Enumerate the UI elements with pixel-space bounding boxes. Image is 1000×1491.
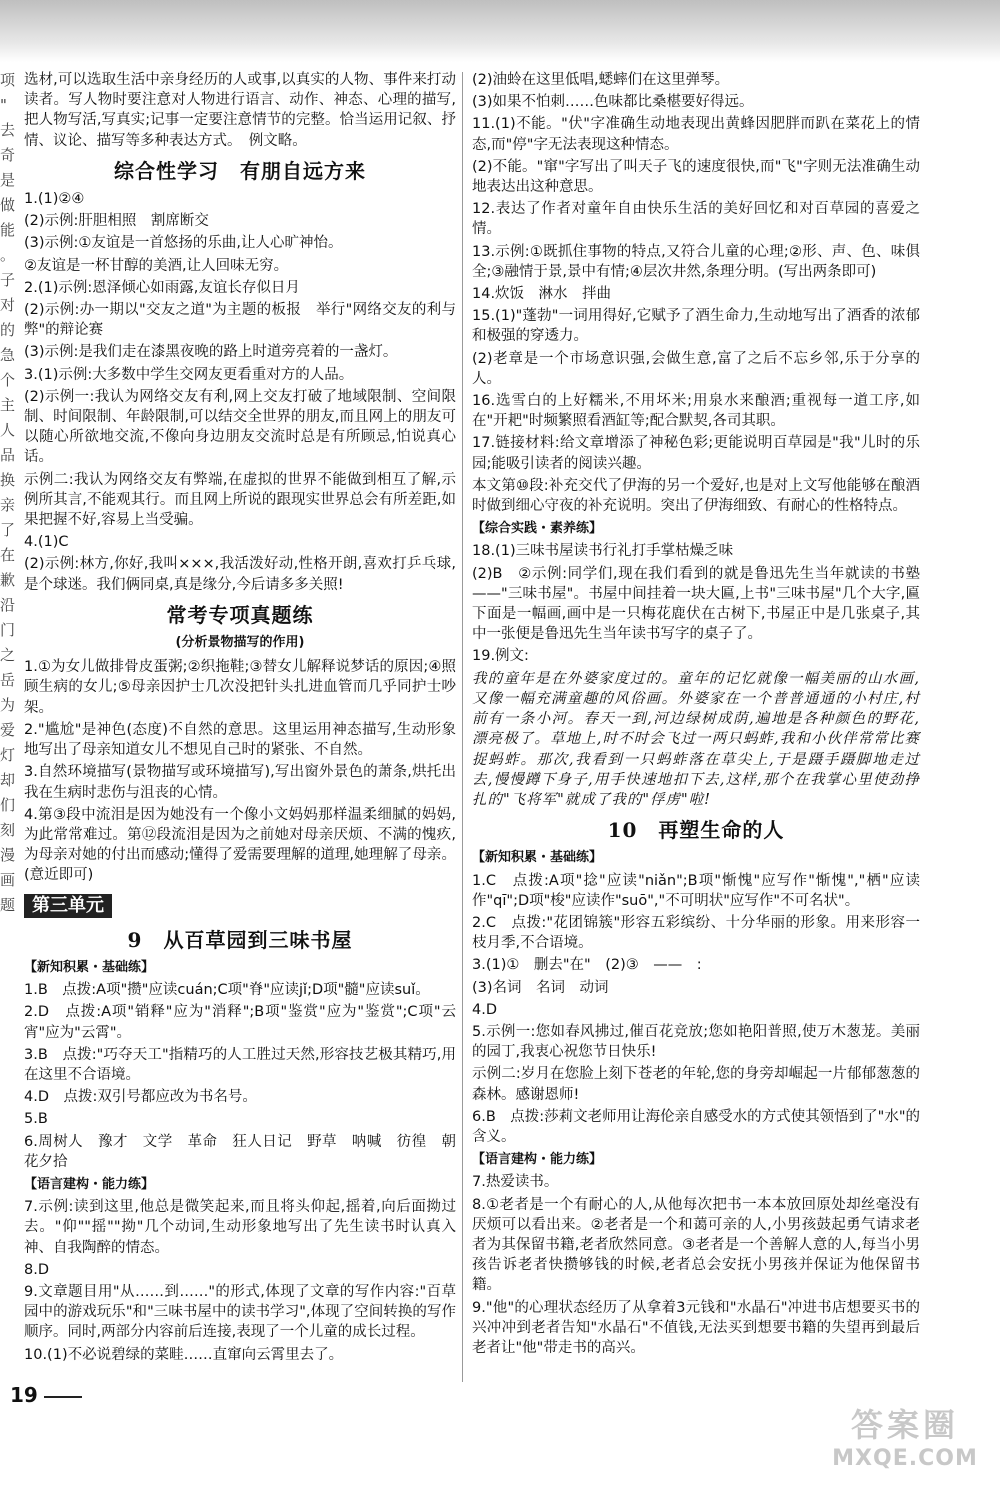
gutter-char: 能	[0, 221, 16, 239]
cut-off-left-gutter	[0, 70, 22, 1390]
answer-line: 5.示例一:您如春风拂过,催百花竞放;您如艳阳普照,使万木葱茏。美丽的园丁,我衷心祝您节日快乐!	[472, 1023, 920, 1061]
gutter-char: 们	[0, 796, 16, 814]
answer-line: 12.表达了作者对童年自由快乐生活的美好回忆和对百草园的喜爱之情。	[472, 201, 920, 238]
gutter-char: 在	[0, 546, 16, 564]
answer-line: 1.①为女儿做排骨皮蛋粥;②织拖鞋;③替女儿解释说梦话的原因;④照顾生病的女儿;⑤母亲因护士几次没把针头扎进血管而几乎同护士吵架。	[24, 659, 456, 716]
answer-line: (2)油蛉在这里低唱,蟋蟀们在这里弹琴。	[472, 72, 730, 88]
gutter-char: 爱	[0, 721, 16, 739]
answer-line: 2."尴尬"是神色(态度)不自然的意思。这里运用神态描写,生动形象地写出了母亲知道女儿不想见自己时的紧张、不自然。	[24, 721, 456, 759]
answer-line: 1.C 点拨:A项"捻"应读"niǎn";B项"惭愧"应写作"惭愧","栖"应读作"qī";D项"梭"应读作"suō","不可明状"应写作"不可名状"。	[472, 872, 920, 909]
gutter-char: 沿	[0, 596, 16, 614]
answer-line: 4.(1)C	[24, 534, 69, 551]
tag-basic-practice: 【新知积累・基础练】	[24, 959, 155, 975]
page-number-dash	[44, 1396, 82, 1398]
answer-line: (2)老章是一个市场意识强,会做生意,富了之后不忘乡邻,乐于分享的人。	[472, 350, 920, 387]
answer-line: 3.B 点拨:"巧夺天工"指精巧的人工胜过天然,形容技艺极其精巧,用在这里不合语境。	[24, 1046, 456, 1083]
answer-line: 2.D 点拨:A项"销释"应为"消释";B项"鉴赏"应为"鉴赏";C项"云宵"应为"云霄"。	[24, 1004, 456, 1041]
answer-line: 1.(1)②④	[24, 191, 85, 208]
answer-line: 2.C 点拨:"花团锦簇"形容五彩缤纷、十分华丽的形象。用来形容一枝月季,不合语境。	[472, 914, 920, 952]
section-title-special-practice: 常考专项真题练	[166, 602, 314, 627]
gutter-char: 奇	[0, 146, 16, 164]
answer-line: 7.示例:读到这里,他总是微笑起来,而且将头仰起,摇着,向后面拗过去。"仰""摇""拗"几个动词,生动形象地写出了先生读书时认真入神、自我陶醉的情态。	[24, 1199, 456, 1256]
answer-list-practice	[472, 541, 920, 666]
answer-line: (3)名词 名词 动词	[472, 979, 609, 996]
answer-line: (3)如果不怕刺……色味都比桑椹要好得远。	[472, 94, 754, 111]
answer-line: 6.周树人 豫才 文学 革命 狂人日记 野草 呐喊 彷徨 朝花夕拾	[24, 1133, 456, 1170]
answer-line: ②友谊是一杯甘醇的美酒,让人回味无穷。	[24, 257, 289, 274]
answer-line: 11.(1)不能。"伏"字准确生动地表现出黄蜂因肥胖而趴在菜花上的情态,而"停"字无法表现这种情态。	[472, 116, 920, 153]
answer-line: 10.(1)不必说碧绿的菜畦……直窜向云霄里去了。	[24, 1346, 344, 1363]
gutter-char: 做	[0, 196, 16, 214]
watermark-logo	[820, 1405, 990, 1485]
gutter-char: 门	[0, 621, 16, 639]
answer-line: 3.(1)① 删去"在" (2)③ —— :	[472, 957, 702, 974]
tag-ability-practice: 【语言建构・能力练】	[24, 1176, 155, 1192]
answer-line: 8.①老者是一个有耐心的人,从他每次把书一本本放回原处却丝毫没有厌烦可以看出来。②老者是一个和蔼可亲的人,小男孩鼓起勇气请求老者为其保留书籍,老者欣然同意。③老者是一个善解人意的人,每当小男孩告诉老者快攒够钱的时候,老者总会安抚小男孩并保证为他保留书籍。	[472, 1196, 920, 1294]
watermark-title: 答案圈	[850, 1406, 959, 1444]
answer-line: 1.B 点拨:A项"攒"应读cuán;C项"脊"应读jǐ;D项"髓"应读suǐ。	[24, 982, 430, 999]
answer-line: 本文第⑩段:补充交代了伊海的另一个爱好,也是对上文写他能够在酿酒时做到细心守夜的补充说明。突出了伊海细致、有耐心的性格特点。	[472, 477, 920, 515]
gutter-char: 为	[0, 696, 16, 714]
watermark-url: MXQE.COM	[832, 1446, 978, 1471]
answer-line: 8.D	[24, 1261, 49, 1278]
answer-line: (3)示例:①友谊是一首悠扬的乐曲,让人心旷神怡。	[24, 235, 343, 252]
answer-line: 4.D 点拨:双引号都应改为书名号。	[24, 1089, 257, 1106]
answer-line: 9.文章题目用"从……到……"的形式,体现了文章的写作内容:"百草园中的游戏玩乐"和"三味书屋中的读书学习",体现了空间转换的写作顺序。同时,两部分内容前后连接,表现了一个儿童的成长过程。	[24, 1283, 456, 1341]
gutter-char: 画	[0, 871, 16, 889]
gutter-char: 的	[0, 321, 16, 339]
answer-line: (3)示例:是我们走在漆黑夜晚的路上时道旁亮着的一盏灯。	[24, 344, 398, 361]
unit-label: 第三单元	[24, 894, 112, 918]
answer-line: 14.炊饭 淋水 拌曲	[472, 286, 612, 303]
gutter-char: 去	[0, 121, 16, 139]
gutter-char: 歉	[0, 571, 16, 589]
page-number: 19	[10, 1383, 38, 1407]
gutter-char: 却	[0, 771, 16, 789]
section-title-comprehensive-learning: 综合性学习 有朋自远方来	[114, 158, 366, 183]
answer-line: 16.选雪白的上好糯米,不用坏米;用泉水来酿酒;重视每一道工序,如在"开耙"时频繁照看酒缸等;配合默契,各司其职。	[472, 393, 920, 430]
answer-line: 示例二:岁月在您脸上刻下苍老的年轮,您的身旁却崛起一片郁郁葱葱的森林。感谢恩师!	[472, 1066, 920, 1103]
answer-line: 15.(1)"蓬勃"一词用得好,它赋予了酒生命力,生动地写出了酒香的浓郁和极强的穿透力。	[472, 308, 920, 345]
answer-line: (2)示例一:我认为网络交友有利,网上交友打破了地域限制、空间限制、时间限制、年龄限制,可以结交全世界的朋友,而且网上的朋友可以随心所欲地交流,不像向身边朋友交流时总是有所顾忌,怕说真心话。	[24, 388, 456, 466]
gutter-char: 题	[0, 896, 16, 914]
tag-comprehensive-practice: 【综合实践・素养练】	[472, 521, 603, 537]
answer-line: 4.D	[472, 1001, 497, 1018]
answer-line: 5.B	[24, 1111, 48, 1128]
left-column	[24, 70, 456, 1367]
gutter-char: 人	[0, 421, 16, 439]
gutter-char: 岳	[0, 671, 16, 689]
gutter-char: 了	[0, 521, 16, 539]
answer-line: 18.(1)三味书屋读书行礼打手掌枯燥乏味	[472, 543, 734, 560]
gutter-char: 主	[0, 396, 16, 414]
intro-paragraph: 选材,可以选取生活中亲身经历的人或事,以真实的人物、事件来打动读者。写人物时要注意对人物进行语言、动作、神态、心理的描写,把人物写活,写真实;记事一定要注意情节的完整。恰当运用记叙、抒情、议论、描写等多种表达方式。 例文略。	[24, 72, 456, 149]
answer-line: 2.(1)示例:恩泽倾心如雨露,友谊长存似日月	[24, 279, 300, 296]
column-divider	[462, 72, 463, 1382]
answer-list-comprehensive	[24, 189, 456, 595]
gutter-char: "	[0, 96, 7, 114]
lesson-title-9: 9 从百草园到三味书屋	[127, 927, 353, 952]
gutter-char: 子	[0, 271, 16, 289]
answer-line: (2)示例:办一期以"交友之道"为主题的板报 举行"网络交友的利与弊"的辩论赛	[24, 302, 456, 339]
answer-list-lesson9-continued	[472, 70, 920, 516]
answer-list-lesson9-basic	[24, 980, 456, 1172]
answer-line: (2)不能。"窜"字写出了叫天子飞的速度很快,而"飞"字则无法准确生动地表达出这种意思。	[472, 158, 920, 196]
gutter-char: 个	[0, 371, 16, 389]
answer-line: 4.第③段中流泪是因为她没有一个像小文妈妈那样温柔细腻的妈妈,为此常常难过。第⑫段流泪是因为之前她对母亲厌烦、不满的愧疚,为母亲对她的付出而感动;懂得了爱需要理解的道理,她理解了母亲。(意近即可)	[24, 806, 456, 884]
gutter-char: 对	[0, 296, 16, 314]
right-column	[472, 70, 920, 1360]
answer-line: 3.(1)示例:大多数中学生交网友更看重对方的人品。	[24, 366, 354, 383]
tag-basic-practice-10: 【新知积累・基础练】	[472, 850, 603, 866]
gutter-char: 灯	[0, 746, 16, 764]
answer-line: (2)示例:肝胆相照 割席断交	[24, 213, 209, 230]
answer-list-lesson10-ability	[472, 1172, 920, 1358]
gutter-char: 是	[0, 171, 16, 189]
answer-line: 3.自然环境描写(景物描写或环境描写),写出窗外景色的萧条,烘托出我在生病时悲伤与沮丧的心情。	[24, 764, 456, 801]
gutter-char: 急	[0, 346, 16, 364]
scan-top-band	[0, 0, 1000, 62]
answer-list-lesson10-basic	[472, 871, 920, 1148]
gutter-char: 亲	[0, 496, 16, 514]
section-subtitle-scenery: (分析景物描写的作用)	[175, 635, 305, 651]
answer-line: (2)示例:林方,你好,我叫×××,我活泼好动,性格开朗,喜欢打乒乓球,是个球迷。我们俩同桌,真是缘分,今后请多多关照!	[24, 556, 456, 593]
lesson-title-10: 10 再塑生命的人	[607, 818, 785, 843]
tag-ability-practice-10: 【语言建构・能力练】	[472, 1152, 603, 1168]
answer-line: 17.链接材料:给文章增添了神秘色彩;更能说明百草园是"我"儿时的乐园;能吸引读者的阅读兴趣。	[472, 435, 920, 472]
answer-line: (2)B ②示例:同学们,现在我们看到的就是鲁迅先生当年就读的书塾——"三味书屋"。书屋中间挂着一块大匾,上书"三味书屋"几个大字,匾下面是一幅画,画中是一只梅花鹿伏在古树下,书屋正中是几张桌子,其中一张便是鲁迅先生当年读书写字的桌子了。	[472, 565, 920, 643]
gutter-char: 项	[0, 71, 16, 89]
gutter-char: 漫	[0, 846, 16, 864]
answer-line: 9."他"的心理状态经历了从拿着3元钱和"水晶石"冲进书店想要买书的兴冲冲到老者告知"水晶石"不值钱,无法买到想要书籍的失望再到最后老者让"他"带走书的高兴。	[472, 1299, 920, 1356]
gutter-char: 换	[0, 471, 16, 489]
answer-line: 13.示例:①既抓住事物的特点,又符合儿童的心理;②形、声、色、味俱全;③融情于景,景中有情;④层次井然,条理分明。(写出两条即可)	[472, 243, 920, 280]
gutter-char: 之	[0, 646, 16, 664]
answer-line: 6.B 点拨:莎莉文老师用让海伦亲自感受水的方式使其领悟到了"水"的含义。	[472, 1108, 921, 1145]
answer-line: 7.热爱读书。	[472, 1174, 559, 1191]
gutter-char: 。	[0, 246, 16, 264]
gutter-char: 品	[0, 446, 16, 464]
answer-line: 19.例文:	[472, 648, 529, 665]
answer-line: 示例二:我认为网络交友有弊端,在虚拟的世界不能做到相互了解,示例所其言,不能观其行。而且网上所说的跟现实世界总会有所差距,如果把握不好,容易上当受骗。	[24, 471, 456, 529]
handwritten-essay: 我的童年是在外婆家度过的。童年的记忆就像一幅美丽的山水画,又像一幅充满童趣的风俗画。外婆家在一个普普通通的小村庄,村前有一条小河。春天一到,河边绿树成荫,遍地是各种颜色的野花,漂亮极了。草地上,时不时会飞过一两只蚂蚱,我和小伙伴常常比赛捉蚂蚱。那次,我看到一只蚂蚱落在草尖上,于是蹑手蹑脚地走过去,慢慢蹲下身子,用手快速地扣下去,这样,那个在我掌心里使劲挣扎的"飞将军"就成了我的"俘虏"啦!	[472, 670, 920, 808]
answer-list-lesson9-ability	[24, 1197, 456, 1365]
gutter-char: 刻	[0, 821, 16, 839]
answer-list-special-practice	[24, 657, 456, 885]
